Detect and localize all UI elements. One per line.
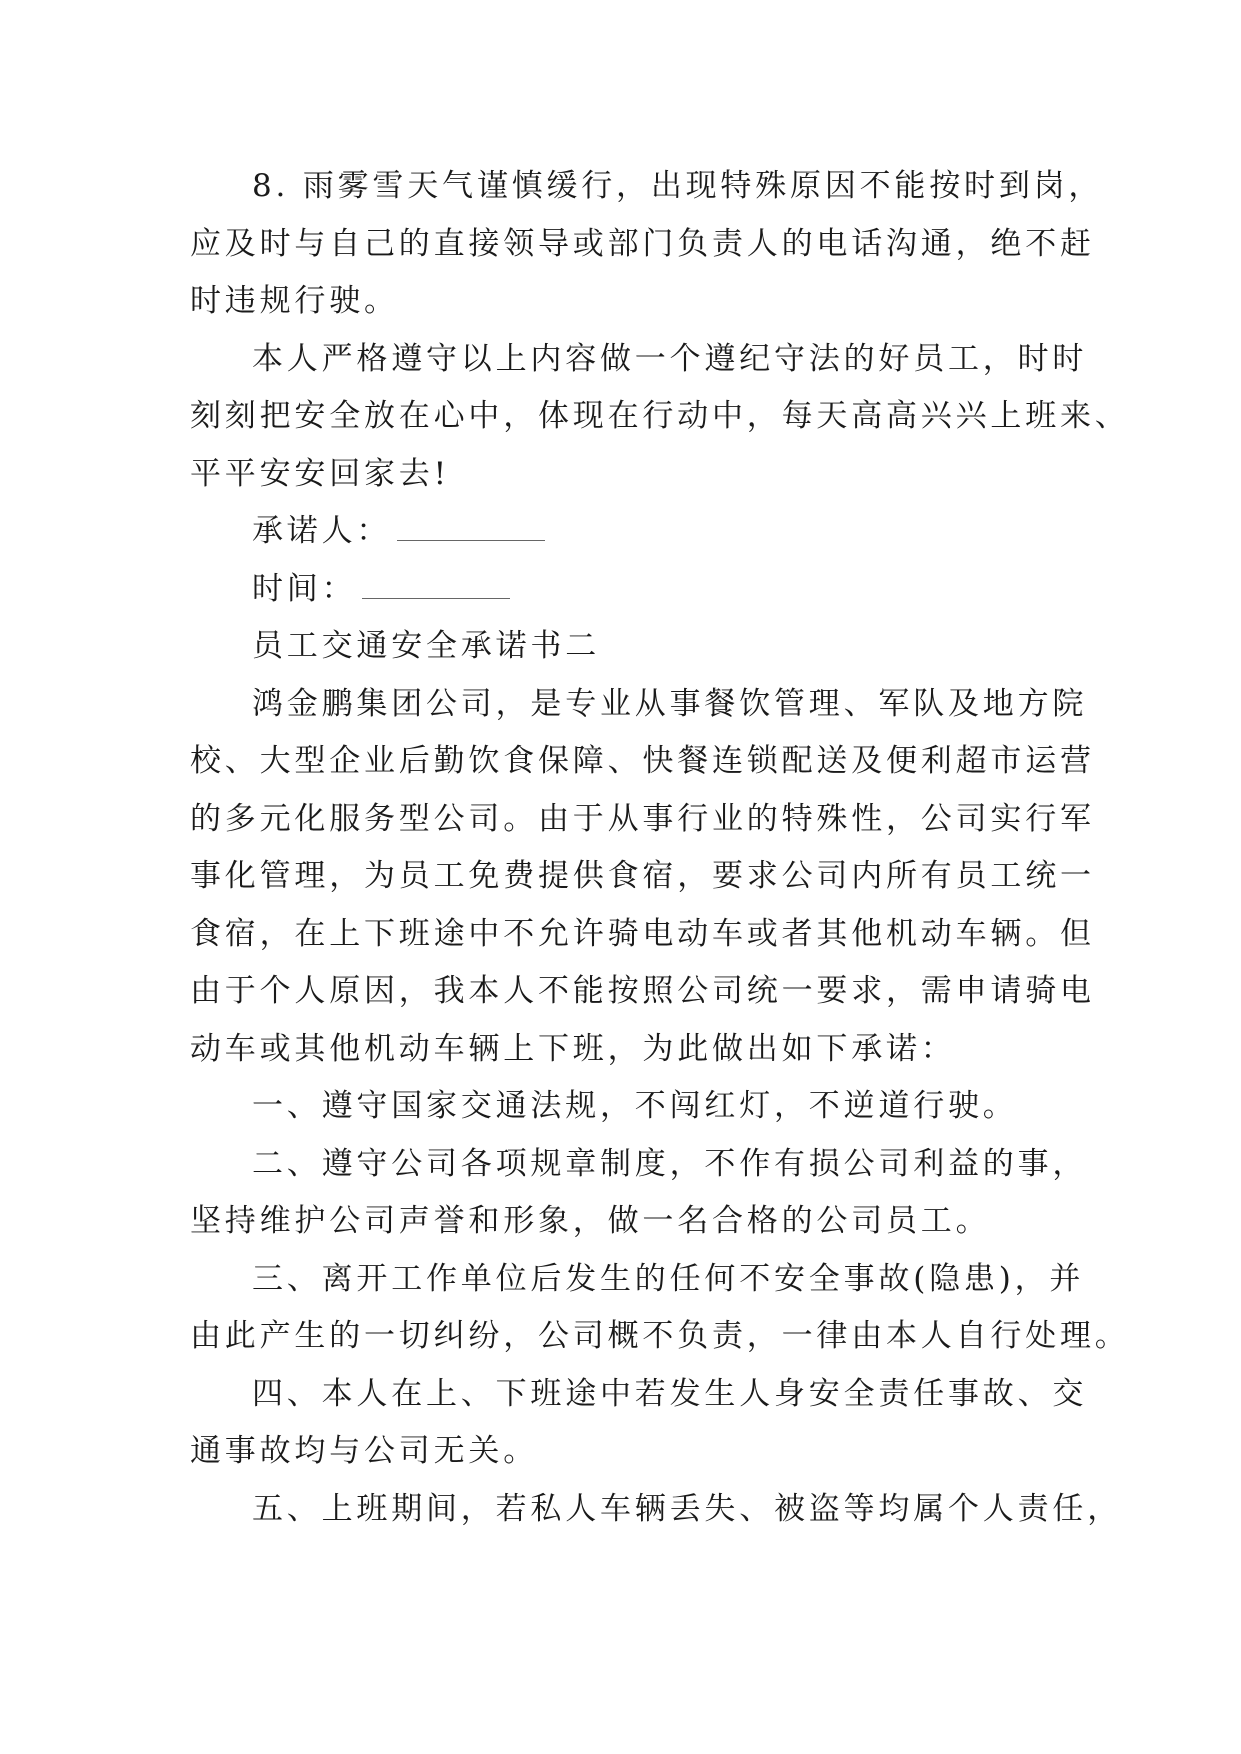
date-label: 时间：: [252, 570, 357, 607]
paragraph-intro: [190, 676, 1095, 1079]
text-line: 通事故均与公司无关。: [190, 1433, 538, 1469]
text-line: 的多元化服务型公司。由于从事行业的特殊性，公司实行军: [190, 800, 1095, 837]
text-line: 三、离开工作单位后发生的任何不安全事故(隐患)，并: [252, 1260, 1085, 1297]
paragraph-item-8: [190, 158, 1104, 331]
paragraph-item-3: [190, 1251, 1130, 1366]
paragraph-item-1: [190, 1078, 1052, 1136]
text-line: 食宿，在上下班途中不允许骑电动车或者其他机动车辆。但: [190, 915, 1095, 952]
paragraph-item-2: [190, 1136, 1088, 1251]
text-line: 坚持维护公司声誉和形象，做一名合格的公司员工。: [190, 1203, 991, 1239]
text-line: 事化管理，为员工免费提供食宿，要求公司内所有员工统一: [190, 858, 1095, 894]
signer-blank-line: [397, 518, 545, 541]
text-line: 鸿金鹏集团公司，是专业从事餐饮管理、军队及地方院: [252, 685, 1088, 722]
text-line: 由于个人原因，我本人不能按照公司统一要求，需申请骑电: [190, 973, 1095, 1009]
paragraph-item-5: [190, 1481, 1122, 1539]
text-line: 一、遵守国家交通法规，不闯红灯，不逆道行驶。: [252, 1088, 1018, 1124]
date-row: [190, 561, 1052, 619]
signer-row: [190, 503, 1052, 561]
text-line: 应及时与自己的直接领导或部门负责人的电话沟通，绝不赶: [190, 225, 1095, 262]
section-title: 员工交通安全承诺书二: [252, 628, 600, 664]
date-blank-line: [362, 576, 510, 599]
text-line: 五、上班期间，若私人车辆丢失、被盗等均属个人责任，: [252, 1490, 1122, 1527]
text-line: 8. 雨雾雪天气谨慎缓行，出现特殊原因不能按时到岗，: [252, 168, 1104, 204]
text-line: 平平安安回家去!: [190, 455, 450, 492]
text-line: 时违规行驶。: [190, 283, 399, 319]
text-line: 刻刻把安全放在心中，体现在行动中，每天高高兴兴上班来、: [190, 398, 1130, 434]
text-line: 校、大型企业后勤饮食保障、快餐连锁配送及便利超市运营: [190, 743, 1095, 779]
document-body: [190, 158, 1130, 1538]
text-line: 四、本人在上、下班途中若发生人身安全责任事故、交: [252, 1375, 1088, 1412]
signer-label: 承诺人：: [252, 513, 392, 549]
text-line: 由此产生的一切纠纷，公司概不负责，一律由本人自行处理。: [190, 1318, 1130, 1354]
text-line: 本人严格遵守以上内容做一个遵纪守法的好员工，时时: [252, 340, 1088, 377]
paragraph-item-4: [190, 1366, 1088, 1481]
text-line: 二、遵守公司各项规章制度，不作有损公司利益的事，: [252, 1145, 1088, 1182]
paragraph-pledge-summary: [190, 331, 1130, 504]
text-line: 动车或其他机动车辆上下班，为此做出如下承诺：: [190, 1030, 956, 1067]
